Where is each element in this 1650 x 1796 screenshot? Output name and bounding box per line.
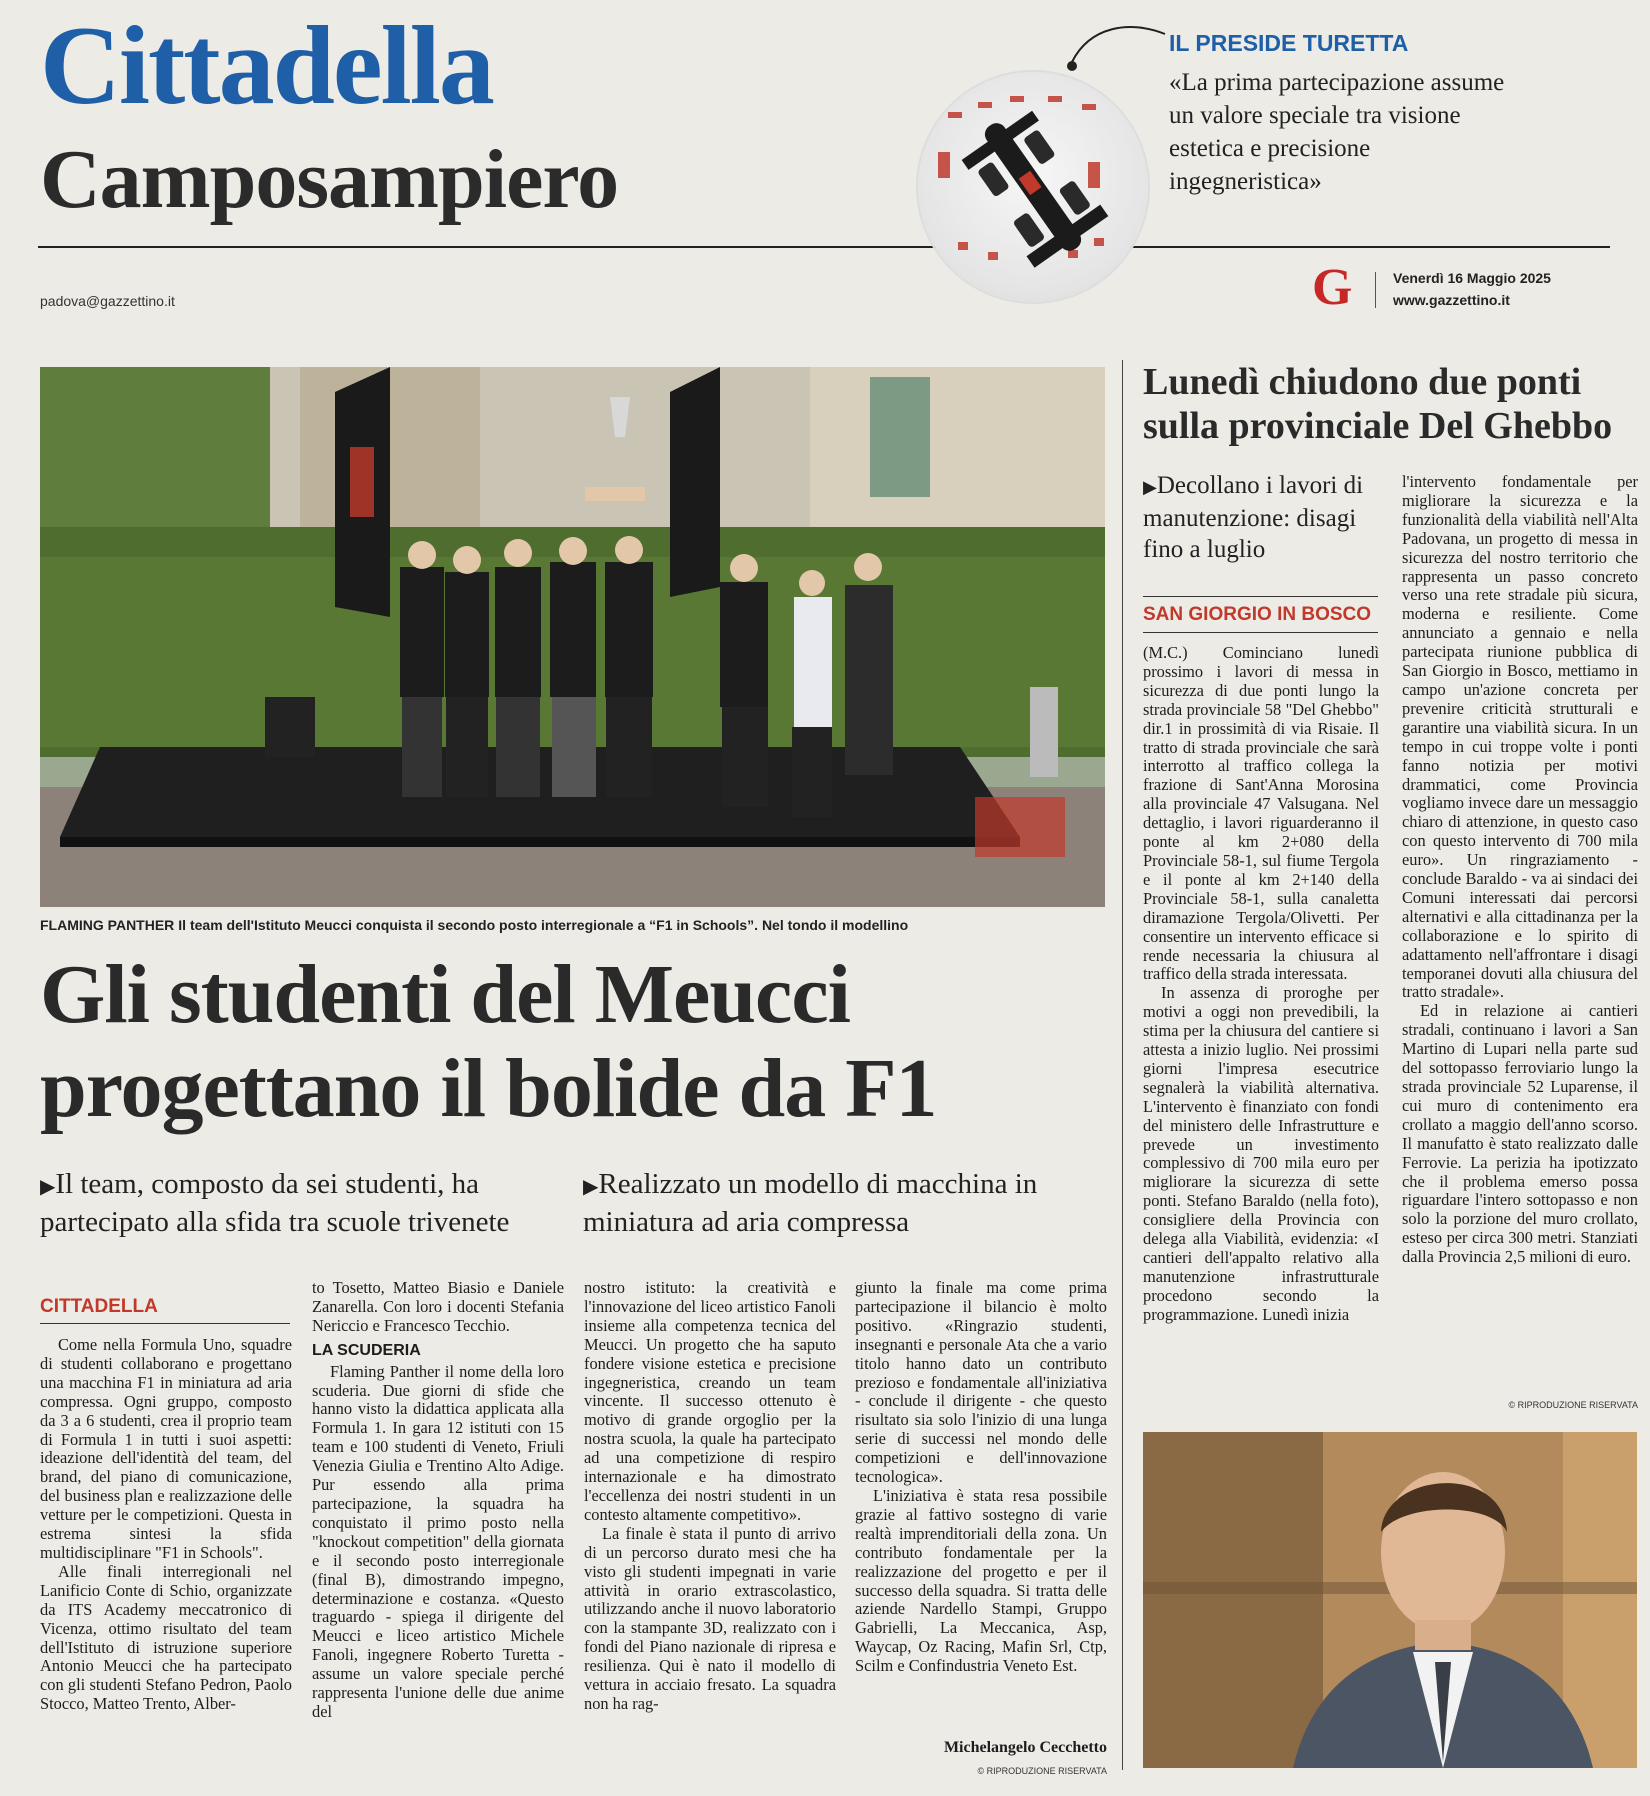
masthead-rule (38, 246, 1610, 248)
photo-caption (40, 917, 1105, 933)
curved-arrow-icon (1060, 22, 1170, 82)
team-photo (40, 367, 1105, 907)
side-article-column-2 (1402, 473, 1638, 1267)
paragraph: In assenza di proroghe per motivi a oggi non prevedibili, la stima per la chiusura del cantiere si attesta a inizio luglio. Nei prossimi giorni l'impresa esecutrice segnalerà la viabilità alternativa. L'intervento è finanziato con fondi del ministero delle Infrastrutture e prevede un investimento complessivo di 700 mila euro per migliorare la sicurezza di sette ponti. Stefano Baraldo (nella foto), consigliere della Provincia con delega alla Viabilità, evidenzia: «I cantieri dell'appalto relativo alla manutenzione infrastrutturale procedono secondo la programmazione. Lunedì inizia (1143, 983, 1379, 1324)
side-article-column-1 (1143, 644, 1379, 1325)
masthead-subtitle: Camposampiero (40, 133, 619, 226)
side-deck (1143, 470, 1378, 565)
triangle-bullet-icon: ▶ (40, 1174, 56, 1198)
paragraph: giunto la finale ma come prima partecipazione il bilancio è molto positivo. «Ringrazio studenti, insegnanti e personale Ata che a vario titolo hanno dato un contributo prezioso e fondamentale all'iniziativa - conclude il dirigente - che questo risultato sia solo l'inizio di una lunga serie di successi nel mondo delle competizioni e dell'innovazione tecnologica». (855, 1278, 1107, 1487)
contact-email[interactable]: padova@gazzettino.it (40, 293, 175, 309)
deck-right (583, 1166, 1113, 1240)
triangle-bullet-icon: ▶ (583, 1174, 599, 1198)
paragraph: La finale è stata il punto di arrivo di un percorso durato mesi che ha visto gli studenti impegnati in varie attività in orario extrascolastico, utilizzando anche il nuovo laboratorio con la stampante 3D, realizzato con i fondi del Piano nazionale di ripresa e resilienza. Qui è nato il modello di vettura in acciaio fresato. La squadra non ha rag- (584, 1523, 836, 1713)
portrait-illustration (1143, 1432, 1637, 1768)
deck-left-text: Il team, composto da sei studenti, ha partecipato alla sfida tra scuole trivenete (40, 1168, 510, 1238)
masthead-title: Cittadella (40, 4, 493, 128)
deck-right-text: Realizzato un modello di macchina in miniatura ad aria compressa (583, 1168, 1038, 1238)
subhead-la-scuderia: LA SCUDERIA (312, 1341, 421, 1359)
author-signature: Michelangelo Cecchetto (943, 1739, 1107, 1756)
caption-text: Il team dell'Istituto Meucci conquista il secondo posto interregionale a “F1 in Schools”. Nel tondo il modellino (178, 917, 909, 933)
section-label-cittadella: CITTADELLA (40, 1296, 158, 1317)
column-divider (1122, 360, 1123, 1770)
paragraph: nostro istituto: la creatività e l'innovazione del liceo artistico Fanoli insieme alla competenza tecnica del Meucci. Un progetto che ha saputo fondere visione estetica e precisione ingegneristica, creando un team vincente. Il successo ottenuto è motivo di grande orgoglio per la nostra scuola, la quale ha partecipato ad una competizione di respiro internazionale e ha dimostrato l'eccellenza dei nostri studenti in un contesto altamente competitivo». (584, 1278, 836, 1524)
headline-line-2: progettano il bolide da F1 (40, 1042, 937, 1135)
paragraph: Flaming Panther il nome della loro scuderia. Due giorni di sfide che hanno visto la didattica applicata alla Formula 1. In gara 12 istituti con 15 team e 100 studenti di Veneto, Friuli Venezia Giulia e Trentino Alto Adige. Pur essendo alla prima partecipazione, la squadra ha conquistato il primo posto nella "knockout competition" della giornata e il secondo posto interregionale (final B), dimostrando impegno, determinazione e costanza. «Questo traguardo - spiega il dirigente del Meucci e liceo artistico Michele Fanoli, ingegnere Roberto Turetta - assume un valore speciale perché rappresenta l'unione delle due anime del (312, 1361, 564, 1721)
copyright-note: © RIPRODUZIONE RISERVATA (1508, 1400, 1638, 1410)
section-rule (1143, 596, 1378, 597)
side-headline: Lunedì chiudono due ponti sulla provinciale Del Ghebbo (1143, 361, 1613, 447)
f1-model-round-photo (918, 72, 1148, 302)
f1-model-illustration (918, 72, 1148, 302)
main-headline (40, 948, 1120, 1136)
logo-separator (1375, 272, 1376, 308)
paragraph: L'iniziativa è stata resa possibile grazie al fattivo sostegno di varie realtà imprenditoriali della zona. Un contributo fondamentale per la realizzazione del progetto e per il successo della squadra. Si tratta delle aziende Nardello Stampi, Gruppo Gabrielli, La Meccanica, Asp, Waycap, Oz Racing, Mafin Srl, Ctp, Scilm e Confindustria Veneto Est. (855, 1485, 1107, 1676)
main-article-column-2 (312, 1279, 564, 1722)
main-article-column-1 (40, 1336, 292, 1714)
baraldo-portrait-photo (1143, 1432, 1637, 1768)
section-rule (1143, 632, 1378, 633)
triangle-bullet-icon: ▶ (1143, 477, 1157, 498)
paragraph: to Tosetto, Matteo Biasio e Daniele Zanarella. Con loro i docenti Stefania Nericcio e Francesco Tecchio. (312, 1278, 564, 1335)
section-rule (40, 1323, 290, 1324)
main-article-column-4 (855, 1279, 1107, 1676)
gazzettino-logo: G (1312, 259, 1353, 316)
headline-line-1: Gli studenti del Meucci (40, 948, 850, 1041)
main-article-column-3 (584, 1279, 836, 1714)
paragraph: l'intervento fondamentale per migliorare la sicurezza e la funzionalità della viabilità nell'Alta Padovana, un progetto di messa in sicurezza del nostro territorio che rappresenta un passo concreto verso una rete stradale più sicura, moderna e resiliente. Come annunciato a gennaio e nella partecipata riunione pubblica di San Giorgio in Bosco, mettiamo in campo un'azione concreta per prevenire criticità strutturali e garantire una viabilità sicura. In un tempo in cui troppe volte i ponti fanno notizia per motivi drammatici, come Provincia vogliamo invece dare un messaggio chiaro di attenzione, in questo caso con questo intervento di 700 mila euro». Un ringraziamento - conclude Baraldo - va ai sindaci dei Comuni interessati dai percorsi alternativi e alla cittadinanza per la collaborazione e lo spirito di adattamento nell'affrontare i disagi temporanei dovuti alla chiusura del tratto stradale». (1402, 472, 1638, 1002)
issue-date: Venerdì 16 Maggio 2025 (1393, 270, 1551, 286)
paragraph: Ed in relazione ai cantieri stradali, continuano i lavori a San Martino di Lupari nella parte sud del sottopasso ferroviario lungo la strada provinciale 52 Luparense, il cui muro di contenimento era crollato a maggio dell'anno scorso. Il manufatto è stato realizzato dalle Ferrovie. La perizia ha ipotizzato che il problema emerso possa riguardare l'intero sottopasso e non solo la porzione del muro crollato, esteso per circa 300 metri. Stanziati dalla Provincia 2,5 milioni di euro. (1402, 1001, 1638, 1267)
section-label-san-giorgio: SAN GIORGIO IN BOSCO (1143, 604, 1372, 625)
pull-quote: «La prima partecipazione assume un valore speciale tra visione estetica e precisione ingegneristica» (1169, 69, 1505, 195)
paragraph: Come nella Formula Uno, squadre di studenti collaborano e progettano una macchina F1 in miniatura ad aria compressa. Ogni gruppo, composto da 3 a 6 studenti, crea il proprio team di Formula 1 in tutti i suoi aspetti: ideazione dell'identità del team, del brand, del piano di comunicazione, del business plan e realizzazione delle vetture per le competizioni. Questa in estrema sintesi la sfida multidisciplinare "F1 in Schools". (40, 1335, 292, 1562)
deck-left (40, 1166, 580, 1240)
paragraph: Alle finali interregionali nel Lanificio Conte di Schio, organizzate da ITS Academy meccatronico di Vicenza, ottimo risultato del team dell'Istituto di istruzione superiore Antonio Meucci che ha partecipato con gli studenti Stefano Pedron, Paolo Stocco, Matteo Trento, Alber- (40, 1561, 292, 1714)
quote-label: IL PRESIDE TURETTA (1169, 30, 1409, 56)
website-url[interactable]: www.gazzettino.it (1393, 292, 1510, 308)
copyright-note: © RIPRODUZIONE RISERVATA (977, 1766, 1107, 1776)
side-deck-text: Decollano i lavori di manutenzione: disagi fino a luglio (1143, 472, 1364, 563)
caption-label: FLAMING PANTHER (40, 917, 175, 933)
team-photo-illustration (40, 367, 1105, 907)
paragraph: (M.C.) Cominciano lunedì prossimo i lavori di messa in sicurezza di due ponti lungo la strada provinciale 58 "Del Ghebbo" dir.1 in prossimità di via Risaie. Il tratto di strada provinciale che sarà interrotto al traffico collega la frazione di Sant'Anna Morosina alla provinciale 47 Valsugana. Nel dettaglio, i lavori riguarderanno il ponte al km 2+080 della Provinciale 58-1, sul fiume Tergola e il ponte al km 2+140 della Provinciale 58-1, sulla canaletta diramazione Tergola/Olivetti. Per consentire un intervento efficace si rende necessaria la chiusura al traffico della strada interessata. (1143, 643, 1379, 984)
